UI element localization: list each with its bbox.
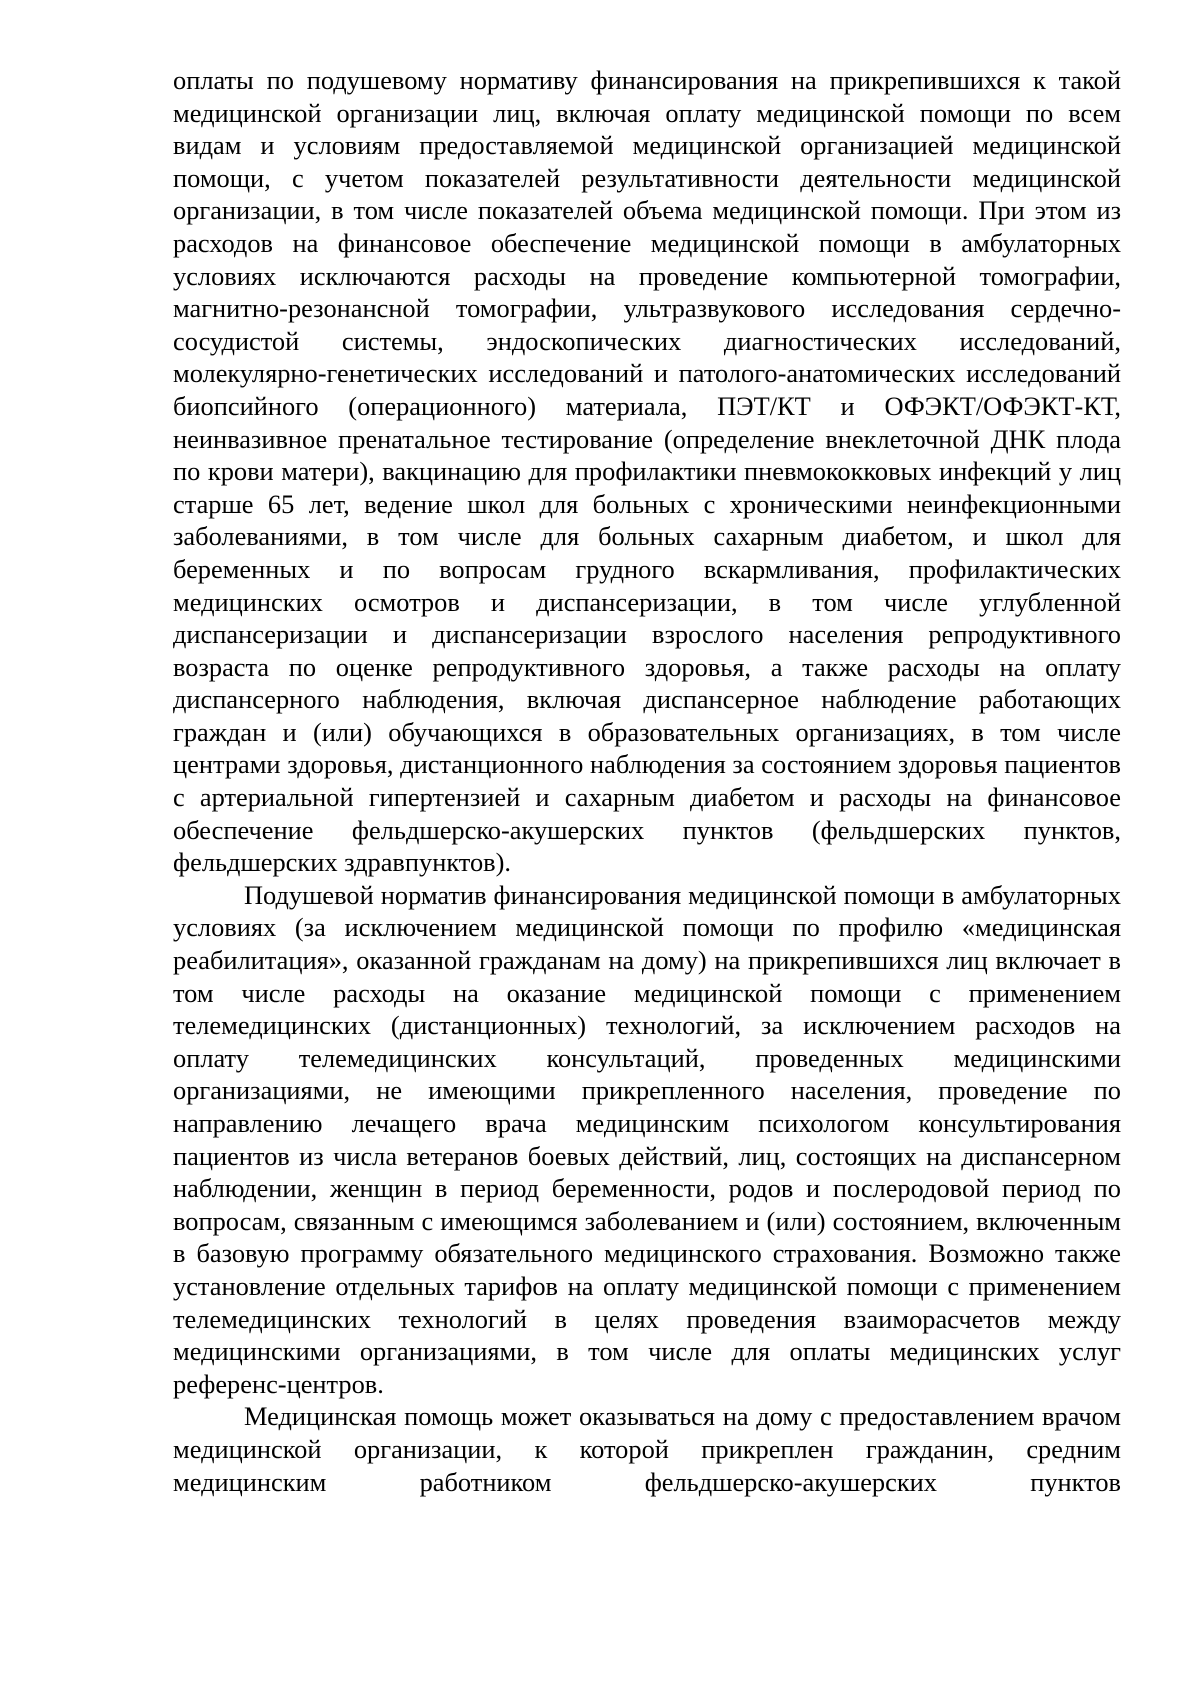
document-body xyxy=(173,64,1121,1498)
paragraph-3: Медицинская помощь может оказываться на дому с предоставлением врачом медицинской организации, к которой прикреплен гражданин, средним медицинским работником фельдшерско-акушерских пунктов xyxy=(173,1401,1121,1497)
paragraph-1: оплаты по подушевому нормативу финансирования на прикрепившихся к такой медицинской организации лиц, включая оплату медицинской помощи по всем видам и условиям предоставляемой медицинской организацией медицинской помощи, с учетом показателей результативности деятельности медицинской организации, в том числе показателей объема медицинской помощи. При этом из расходов на финансовое обеспечение медицинской помощи в амбулаторных условиях исключаются расходы на проведение компьютерной томографии, магнитно-резонансной томографии, ультразвукового исследования сердечно-сосудистой системы, эндоскопических диагностических исследований, молекулярно-генетических исследований и патолого-анатомических исследований биопсийного (операционного) материала, ПЭТ/КТ и ОФЭКТ/ОФЭКТ-КТ, неинвазивное пренатальное тестирование (определение внеклеточной ДНК плода по крови матери), вакцинацию для профилактики пневмококковых инфекций у лиц старше 65 лет, ведение школ для больных с хроническими неинфекционными заболеваниями, в том числе для больных сахарным диабетом, и школ для беременных и по вопросам грудного вскармливания, профилактических медицинских осмотров и диспансеризации, в том числе углубленной диспансеризации и диспансеризации взрослого населения репродуктивного возраста по оценке репродуктивного здоровья, а также расходы на оплату диспансерного наблюдения, включая диспансерное наблюдение работающих граждан и (или) обучающихся в образовательных организациях, в том числе центрами здоровья, дистанционного наблюдения за состоянием здоровья пациентов с артериальной гипертензией и сахарным диабетом и расходы на финансовое обеспечение фельдшерско-акушерских пунктов (фельдшерских пунктов, фельдшерских здравпунктов). xyxy=(173,65,1121,878)
paragraph-2: Подушевой норматив финансирования медицинской помощи в амбулаторных условиях (за исключением медицинской помощи по профилю «медицинская реабилитация», оказанной гражданам на дому) на прикрепившихся лиц включает в том числе расходы на оказание медицинской помощи с применением телемедицинских (дистанционных) технологий, за исключением расходов на оплату телемедицинских консультаций, проведенных медицинскими организациями, не имеющими прикрепленного населения, проведение по направлению лечащего врача медицинским психологом консультирования пациентов из числа ветеранов боевых действий, лиц, состоящих на диспансерном наблюдении, женщин в период беременности, родов и послеродовой период по вопросам, связанным с имеющимся заболеванием и (или) состоянием, включенным в базовую программу обязательного медицинского страхования. Возможно также установление отдельных тарифов на оплату медицинской помощи с применением телемедицинских технологий в целях проведения взаиморасчетов между медицинскими организациями, в том числе для оплаты медицинских услуг референс-центров. xyxy=(173,879,1121,1399)
